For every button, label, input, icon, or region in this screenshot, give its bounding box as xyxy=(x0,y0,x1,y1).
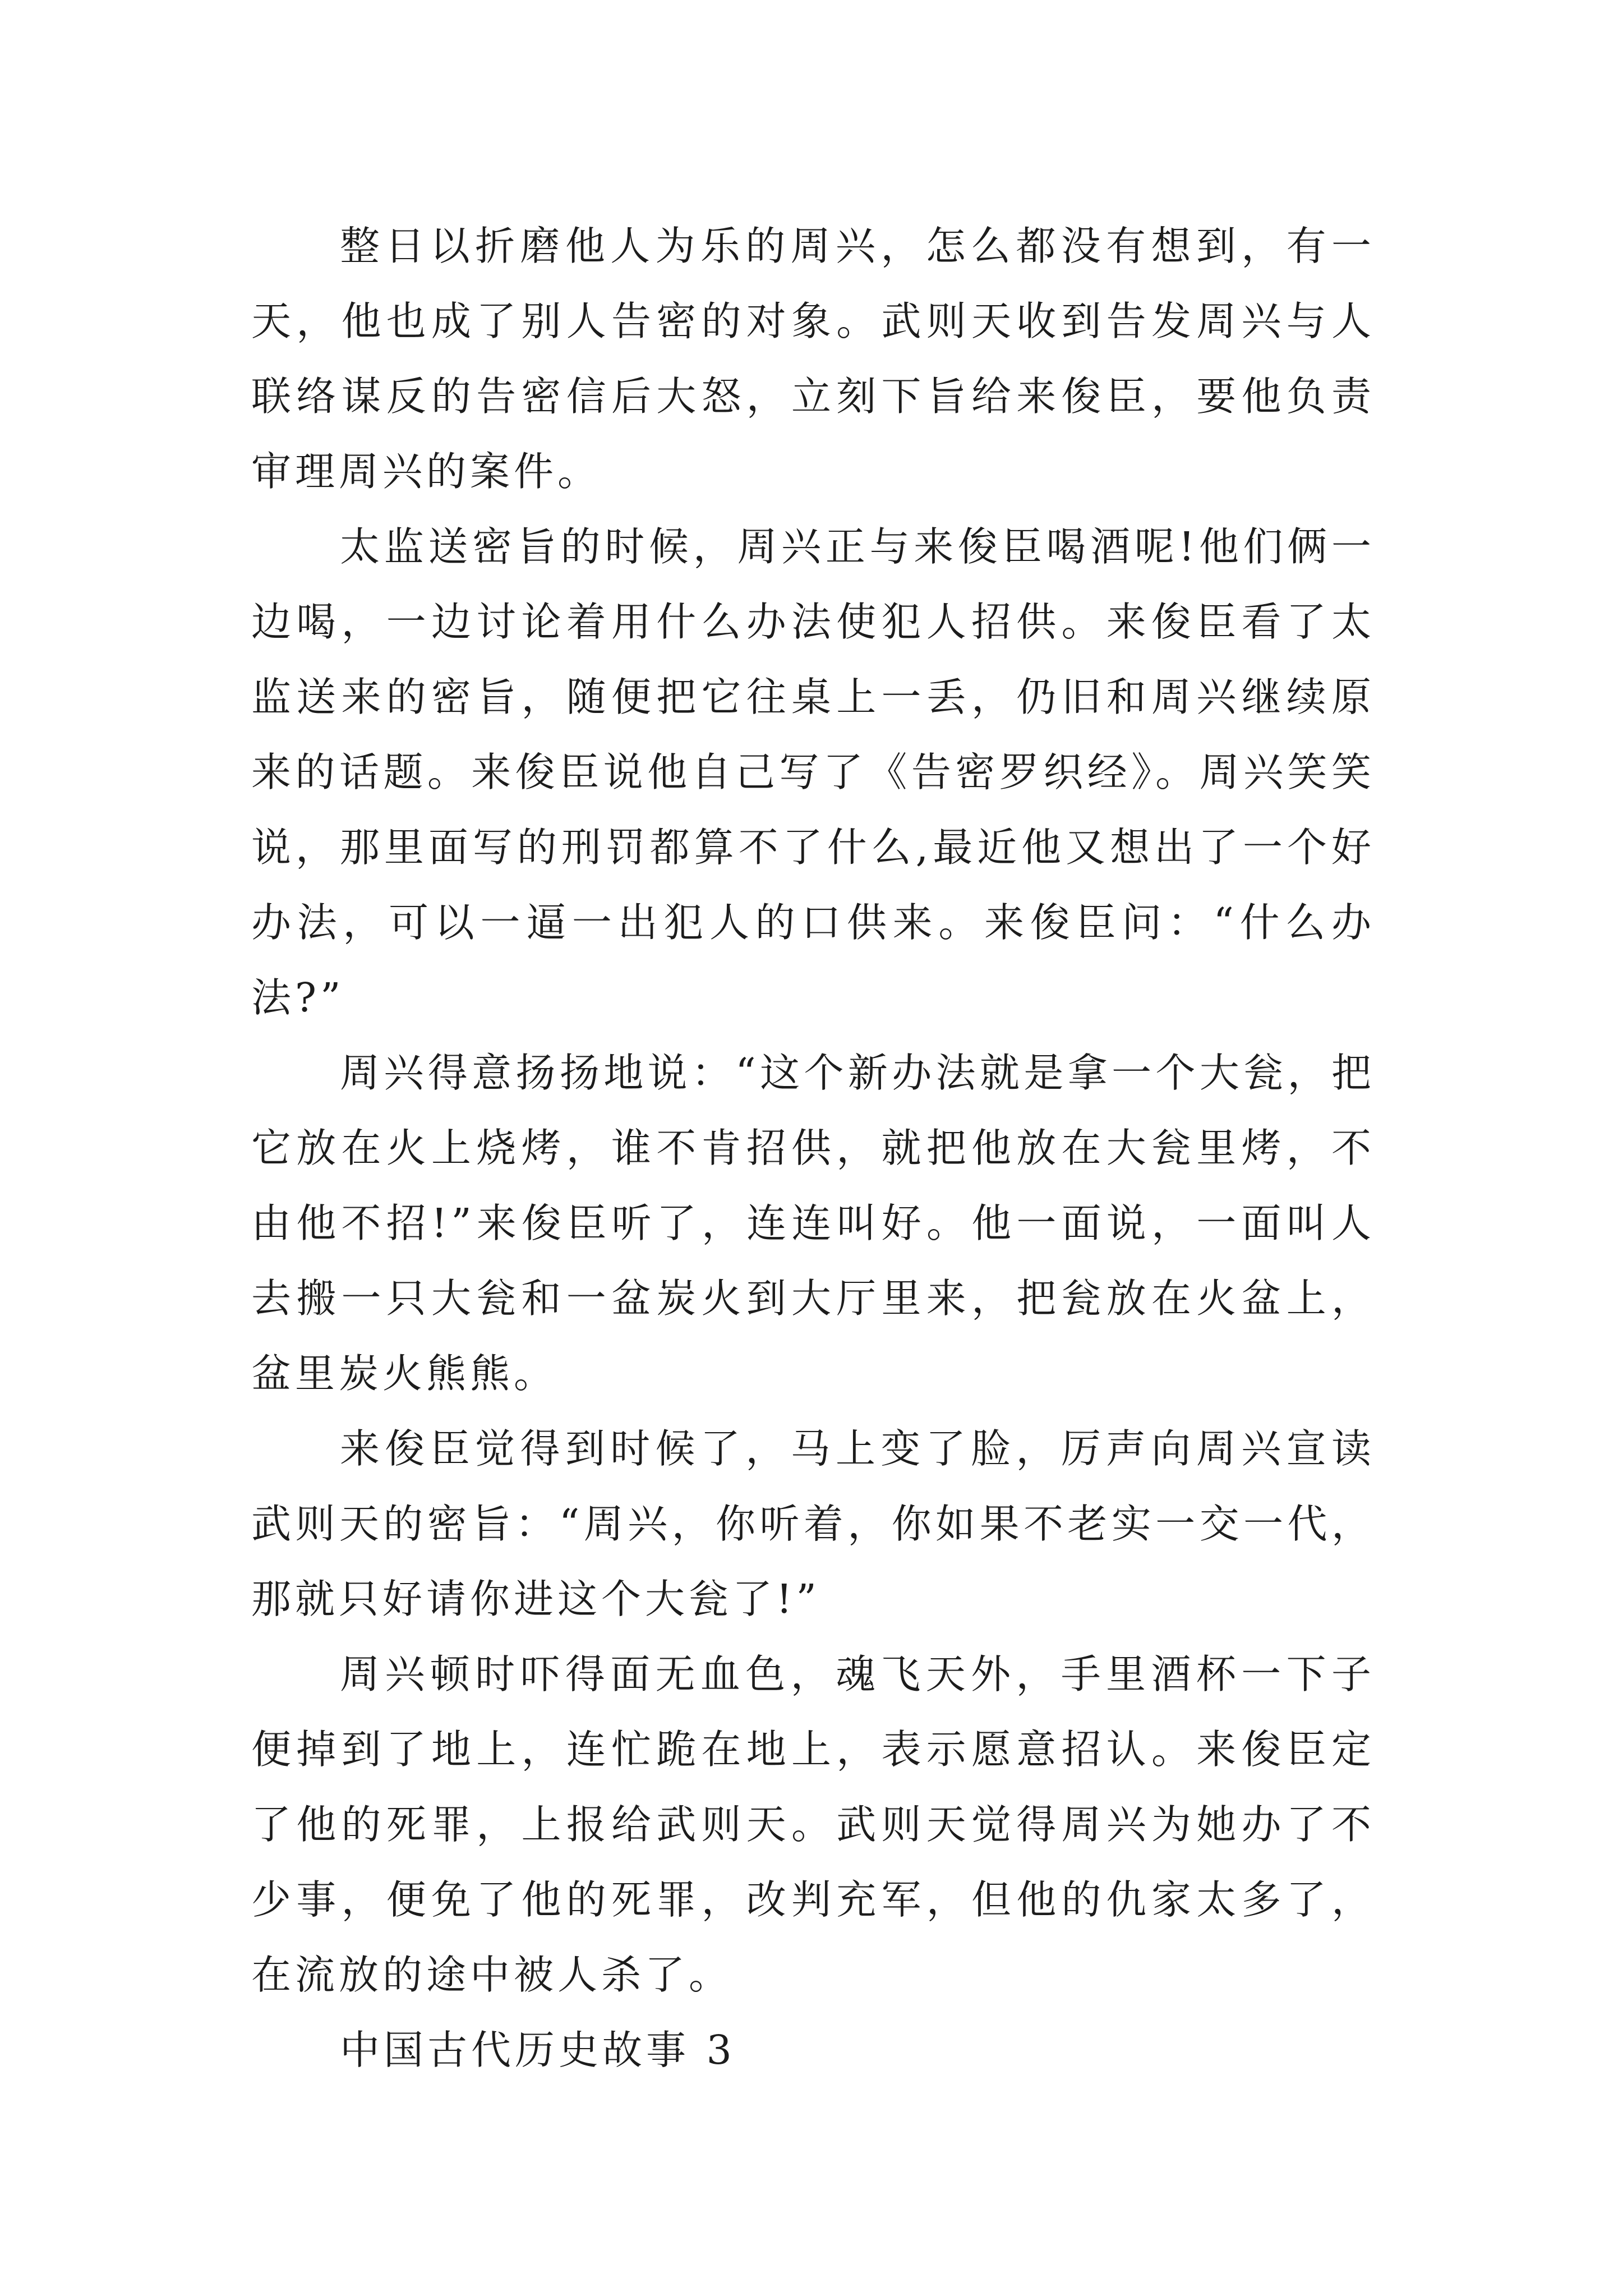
paragraph-3: 周兴得意扬扬地说：“这个新办法就是拿一个大瓮，把它放在火上烧烤，谁不肯招供，就把他放在大瓮里烤，不由他不招!”来俊臣听了，连连叫好。他一面说，一面叫人去搬一只大瓮和一盆炭火到大厅里来，把瓮放在火盆上，盆里炭火熊熊。 xyxy=(251,1050,1375,1397)
paragraph-5: 周兴顿时吓得面无血色，魂飞天外，手里酒杯一下子便掉到了地上，连忙跪在地上，表示愿意招认。来俊臣定了他的死罪，上报给武则天。武则天觉得周兴为她办了不少事，便免了他的死罪，改判充军，但他的仇家太多了，在流放的途中被人杀了。 xyxy=(251,1651,1375,1998)
paragraph-1: 整日以折磨他人为乐的周兴，怎么都没有想到，有一天，他也成了别人告密的对象。武则天收到告发周兴与人联络谋反的告密信后大怒，立刻下旨给来俊臣，要他负责审理周兴的案件。 xyxy=(251,223,1375,495)
paragraph-4: 来俊臣觉得到时候了，马上变了脸，厉声向周兴宣读武则天的密旨：“周兴，你听着，你如果不老实一交一代，那就只好请你进这个大瓮了!” xyxy=(251,1425,1375,1622)
document-page xyxy=(251,209,1375,2088)
paragraph-2: 太监送密旨的时候，周兴正与来俊臣喝酒呢!他们俩一边喝，一边讨论着用什么办法使犯人招供。来俊臣看了太监送来的密旨，随便把它往桌上一丢，仍旧和周兴继续原来的话题。来俊臣说他自己写了《告密罗织经》。周兴笑笑说，那里面写的刑罚都算不了什么,最近他又想出了一个好办法，可以一逼一出犯人的口供来。来俊臣问：“什么办法?” xyxy=(251,523,1375,1021)
section-heading: 中国古代历史故事 3 xyxy=(340,2027,736,2073)
